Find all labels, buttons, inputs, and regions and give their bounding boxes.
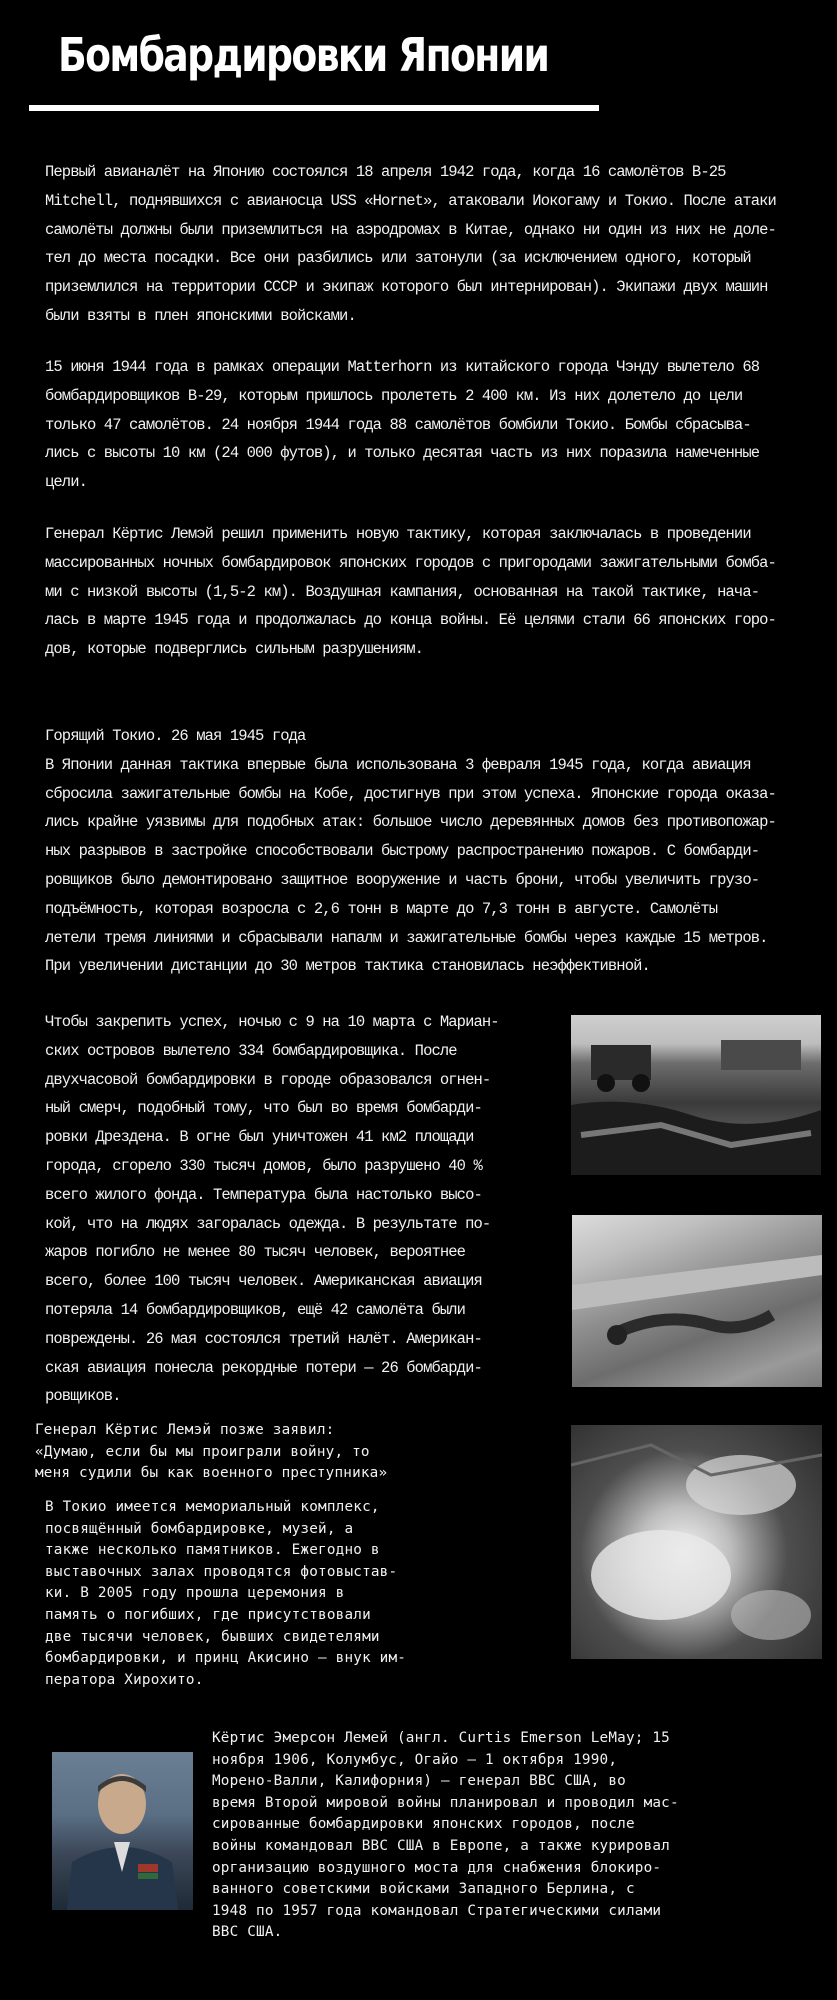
paragraph-matterhorn: 15 июня 1944 года в рамках операции Matterhorn из китайского города Чэнду вылетело 68 бомбардировщиков B-29, которым пришлось пролететь 2 400 км. Из них долетело до цели только 47 самолётов. 24 ноября 1944 года 88 самолётов бомбили Токио. Бомбы сбрасыва- лись с высоты 10 км (24 000 футов), и только десятая часть из них поразила намеченные цели. xyxy=(45,358,760,492)
lemay-quote: Генерал Кёртис Лемэй позже заявил: «Думаю, если бы мы проиграли войну, то меня судили бы как военного преступника» xyxy=(35,1422,388,1482)
memorial-paragraph: В Токио имеется мемориальный комплекс, посвящённый бомбардировке, музей, а также несколько памятников. Ежегодно в выставочных залах проводятся фотовыстав- ки. В 2005 году прошла церемония в память о погибших, где присутствовали две тысячи человек, бывших свидетелями бомбардировки, и принц Акисино — внук им- ператора Хирохито. xyxy=(45,1499,407,1688)
lemay-biography: Кёртис Эмерсон Лемей (англ. Curtis Emerson LeMay; 15 ноября 1906, Колумбус, Огайо — 1 октября 1990, Морено-Валли, Калифорния) — генерал ВВС США, во время Второй мировой войны планировал и проводил мас- сированные бомбардировки японских городов, после войны командовал ВВС США в Европе, а также курировал организацию воздушного моста для снабжения блокиро- ванного советскими войсками Западного Берлина, с 1948 по 1957 года командовал Стратегическими силами ВВС США. xyxy=(212,1730,679,1941)
photo-aerial-fire xyxy=(571,1425,822,1659)
title-underline xyxy=(29,105,599,111)
paragraph-burning-tokyo: Горящий Токио. 26 мая 1945 года В Японии данная тактика впервые была использована 3 февраля 1945 года, когда авиация сбросила зажигательные бомбы на Кобе, достигнув при этом успеха. Японские города оказа- лись крайне уязвимы для подобных атак: большое число деревянных домов без противопожар- ных разрывов в застройке способствовали быстрому распространению пожаров. С бомбарди- ровщиков было демонтировано защитное вооружение и часть брони, чтобы увеличить грузо- подъёмность, которая возросла с 2,6 тонн в марте до 7,3 тонн в августе. Самолёты летели тремя линиями и сбрасывали напалм и зажигательные бомбы через каждые 15 метров. При увеличении дистанции до 30 метров тактика становилась неэффективной. xyxy=(45,727,776,976)
paragraph-lemay-tactics: Генерал Кёртис Лемэй решил применить новую тактику, которая заключалась в проведении массированных ночных бомбардировок японских городов с пригородами зажигательными бомба- ми с низкой высоты (1,5-2 км). Воздушная кампания, основанная на такой тактике, нача- лась в марте 1945 года и продолжалась до конца войны. Её целями стали 66 японских горо- дов, которые подверглись сильным разрушениям. xyxy=(45,525,776,659)
paragraph-first-raid: Первый авианалёт на Японию состоялся 18 апреля 1942 года, когда 16 самолётов B-25 Mitchell, поднявшихся с авианосца USS «Hornet», атаковали Иокогаму и Токио. После атаки самолёты должны были приземлиться на аэродромах в Китае, однако ни один из них не доле- тел до места посадки. Все они разбились или затонули (за исключением одного, который приземлился на территории СССР и экипаж которого был интернирован). Экипажи двух машин были взяты в плен японскими войсками. xyxy=(45,163,776,325)
photo-victim-street xyxy=(572,1215,822,1387)
photo-burned-ruins xyxy=(571,1015,821,1175)
page-title: Бомбардировки Японии xyxy=(58,28,549,82)
paragraph-march-raid: Чтобы закрепить успех, ночью с 9 на 10 марта с Мариан- ских островов вылетело 334 бомбардировщика. После двухчасовой бомбардировки в городе образовался огнен- ный смерч, подобный тому, что был во время бомбарди- ровки Дрездена. В огне был уничтожен 41 км2 площади города, сгорело 330 тысяч домов, было разрушено 40 % всего жилого фонда. Температура была настолько высо- кой, что на людях загоралась одежда. В результате по- жаров погибло не менее 80 тысяч человек, вероятнее всего, более 100 тысяч человек. Американская авиация потеряла 14 бомбардировщиков, ещё 42 самолёта были повреждены. 26 мая состоялся третий налёт. Американ- ская авиация понесла рекордные потери — 26 бомбарди- ровщиков. xyxy=(45,1013,499,1406)
photo-curtis-lemay-portrait xyxy=(52,1752,193,1910)
